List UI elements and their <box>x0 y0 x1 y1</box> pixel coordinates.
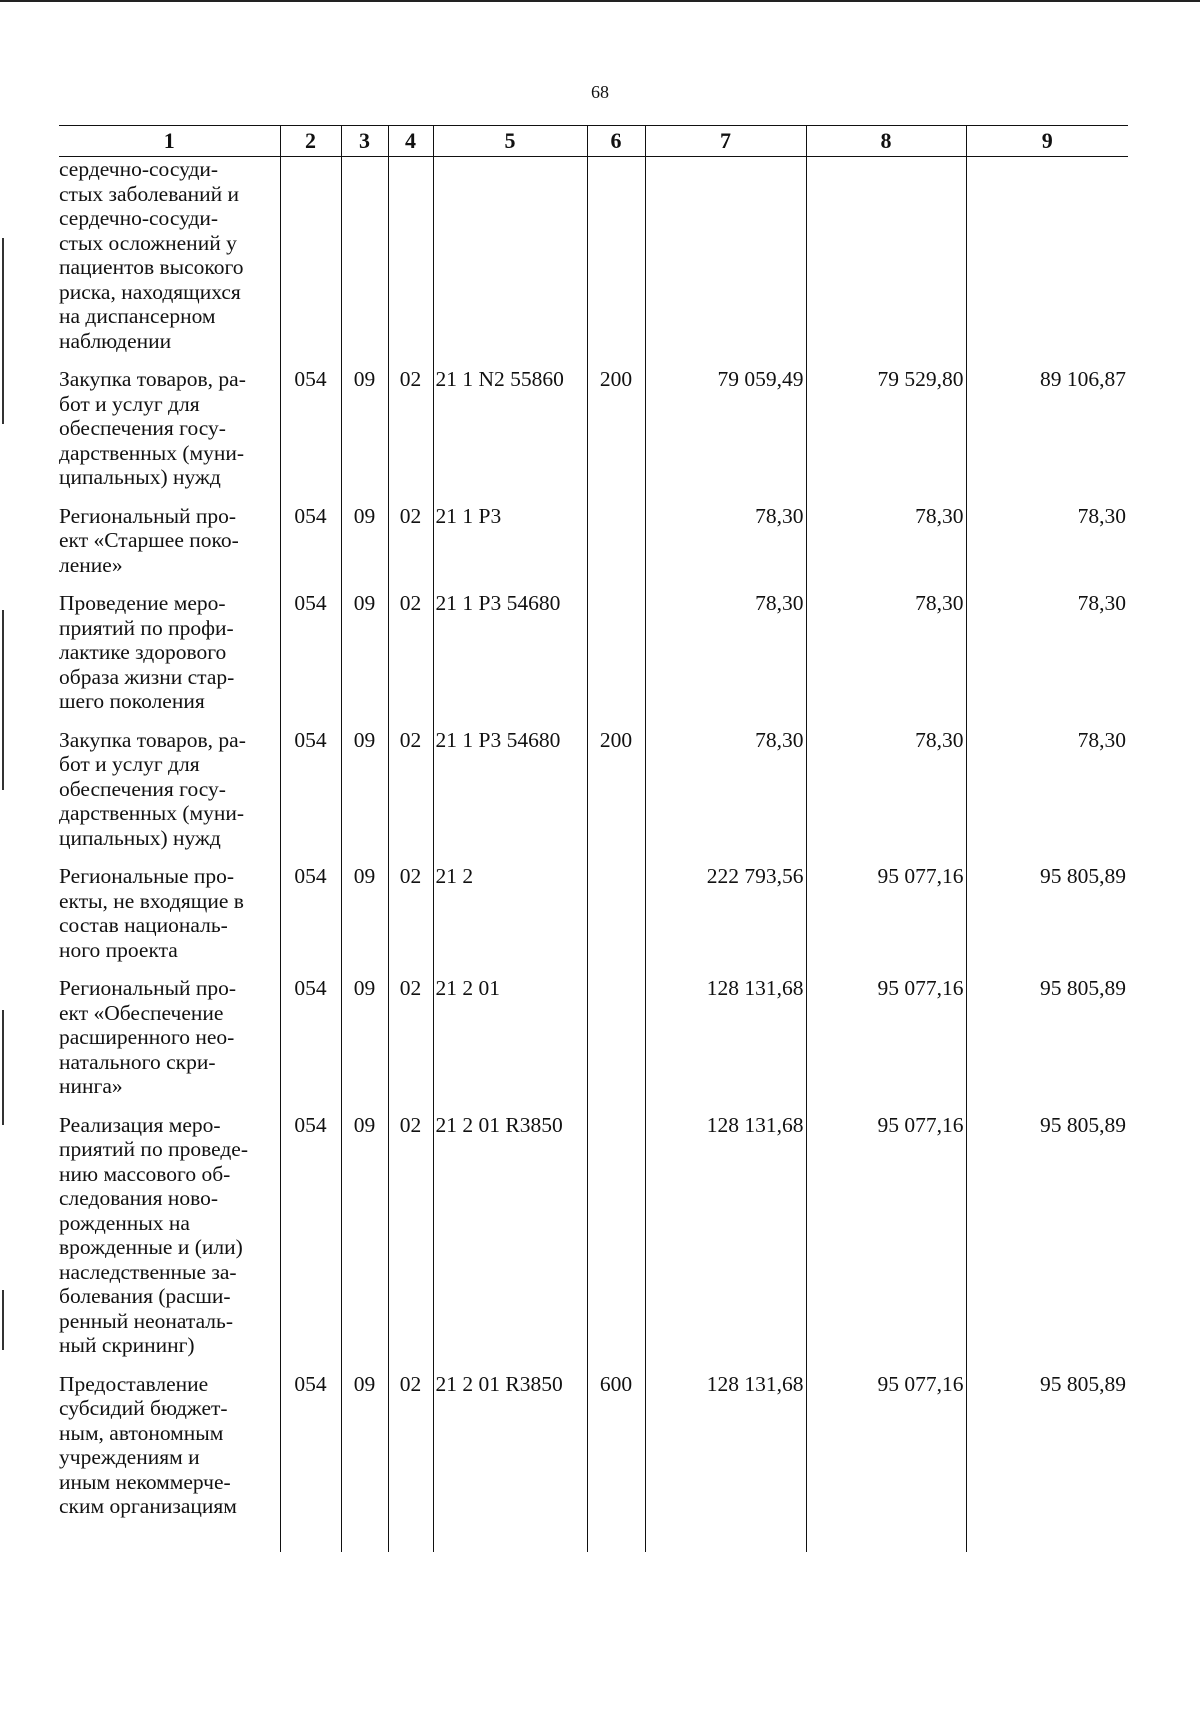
description-line: нию массового об- <box>59 1161 231 1186</box>
description-line: обеспечения госу- <box>59 416 226 440</box>
description-line: ским организациям <box>59 1494 237 1518</box>
table-row <box>59 1372 1128 1552</box>
amount-col-8: 95 077,16 <box>806 1372 966 1552</box>
amount-col-7: 128 131,68 <box>645 1113 806 1372</box>
expense-type-code <box>587 1113 645 1372</box>
header-col-8: 8 <box>806 126 966 157</box>
description-line: бот и услуг для <box>59 391 200 416</box>
ministry-code: 054 <box>280 728 341 865</box>
ministry-code: 054 <box>280 864 341 976</box>
row-description <box>59 591 280 728</box>
description-line: Предоставление <box>59 1371 209 1396</box>
subsection-code: 02 <box>388 728 433 865</box>
subsection-code: 02 <box>388 976 433 1113</box>
row-description <box>59 1372 280 1552</box>
target-article-code: 21 1 Р3 <box>433 504 587 592</box>
expense-type-code <box>587 976 645 1113</box>
amount-col-9: 95 805,89 <box>966 864 1128 976</box>
ministry-code: 054 <box>280 976 341 1113</box>
amount-col-9: 95 805,89 <box>966 1372 1128 1552</box>
table-row <box>59 1113 1128 1372</box>
amount-col-7: 78,30 <box>645 504 806 592</box>
description-line: наследственные за- <box>59 1259 237 1284</box>
amount-col-9: 89 106,87 <box>966 367 1128 504</box>
subsection-code: 02 <box>388 1372 433 1552</box>
section-code: 09 <box>341 504 388 592</box>
header-col-6: 6 <box>587 126 645 157</box>
section-code: 09 <box>341 1372 388 1552</box>
amount-col-9: 78,30 <box>966 504 1128 592</box>
header-col-4: 4 <box>388 126 433 157</box>
expense-type-code <box>587 504 645 592</box>
ministry-code: 054 <box>280 504 341 592</box>
description-line: Закупка товаров, ра- <box>59 727 246 752</box>
amount-col-9: 95 805,89 <box>966 1113 1128 1372</box>
description-line: нинга» <box>59 1074 123 1098</box>
target-article-code: 21 1 Р3 54680 <box>433 728 587 865</box>
subsection-code: 02 <box>388 504 433 592</box>
description-line: субсидий бюджет- <box>59 1396 228 1420</box>
description-line: натального скри- <box>59 1049 216 1074</box>
description-line: врожденные и (или) <box>59 1235 243 1259</box>
target-article-code: 21 2 01 <box>433 976 587 1113</box>
description-line: иным некоммерче- <box>59 1469 231 1494</box>
amount-col-7: 128 131,68 <box>645 976 806 1113</box>
amount-col-8: 78,30 <box>806 591 966 728</box>
amount-col-9: 78,30 <box>966 591 1128 728</box>
scan-edge-mark <box>2 238 4 424</box>
row-description <box>59 728 280 865</box>
description-line: сердечно-сосуди- <box>59 157 219 181</box>
description-line: приятий по проведе- <box>59 1137 248 1161</box>
table-row <box>59 728 1128 865</box>
target-article-code <box>433 157 587 368</box>
target-article-code: 21 2 <box>433 864 587 976</box>
row-description <box>59 367 280 504</box>
description-line: лактике здорового <box>59 640 227 664</box>
header-col-1: 1 <box>59 126 280 157</box>
description-line: ренный неонаталь- <box>59 1308 234 1333</box>
header-col-7: 7 <box>645 126 806 157</box>
table-body <box>59 157 1128 1552</box>
row-description <box>59 504 280 592</box>
description-line: стых осложнений у <box>59 230 237 255</box>
description-line: ный скрининг) <box>59 1333 195 1357</box>
description-line: учреждениям и <box>59 1445 200 1469</box>
description-line: Реализация меро- <box>59 1112 221 1137</box>
description-line: екты, не входящие в <box>59 888 244 913</box>
description-line: рожденных на <box>59 1210 190 1235</box>
subsection-code: 02 <box>388 864 433 976</box>
target-article-code: 21 1 N2 55860 <box>433 367 587 504</box>
ministry-code: 054 <box>280 591 341 728</box>
amount-col-8: 78,30 <box>806 728 966 865</box>
amount-col-8: 78,30 <box>806 504 966 592</box>
description-line: образа жизни стар- <box>59 664 235 689</box>
description-line: ципальных) нужд <box>59 825 221 850</box>
section-code <box>341 157 388 368</box>
description-line: риска, находящихся <box>59 279 241 304</box>
page-number: 68 <box>591 82 609 102</box>
section-code: 09 <box>341 591 388 728</box>
table-header <box>59 126 1128 157</box>
description-line: на диспансерном <box>59 304 216 328</box>
amount-col-8 <box>806 157 966 368</box>
subsection-code <box>388 157 433 368</box>
subsection-code: 02 <box>388 1113 433 1372</box>
expense-type-code: 200 <box>587 367 645 504</box>
description-line: ципальных) нужд <box>59 465 221 489</box>
ministry-code <box>280 157 341 368</box>
expense-type-code: 600 <box>587 1372 645 1552</box>
header-row <box>59 126 1128 157</box>
description-line: ного проекта <box>59 937 178 962</box>
ministry-code: 054 <box>280 1372 341 1552</box>
top-rule <box>0 0 1200 2</box>
amount-col-7: 128 131,68 <box>645 1372 806 1552</box>
description-line: наблюдении <box>59 328 172 353</box>
description-line: сердечно-сосуди- <box>59 206 219 230</box>
description-line: ект «Обеспечение <box>59 1000 224 1025</box>
description-line: шего поколения <box>59 689 205 713</box>
row-description <box>59 1113 280 1372</box>
expense-type-code <box>587 157 645 368</box>
expense-type-code <box>587 591 645 728</box>
expense-type-code: 200 <box>587 728 645 865</box>
table-row <box>59 976 1128 1113</box>
amount-col-9: 78,30 <box>966 728 1128 865</box>
description-line: состав националь- <box>59 913 228 937</box>
table-row <box>59 504 1128 592</box>
description-line: Закупка товаров, ра- <box>59 367 246 391</box>
section-code: 09 <box>341 976 388 1113</box>
description-line: ект «Старшее поко- <box>59 528 239 552</box>
scan-edge-mark <box>2 610 4 790</box>
description-line: пациентов высокого <box>59 255 244 279</box>
description-line: дарственных (муни- <box>59 801 245 825</box>
section-code: 09 <box>341 864 388 976</box>
table-row <box>59 157 1128 368</box>
amount-col-9: 95 805,89 <box>966 976 1128 1113</box>
header-col-2: 2 <box>280 126 341 157</box>
section-code: 09 <box>341 1113 388 1372</box>
subsection-code: 02 <box>388 367 433 504</box>
description-line: следования ново- <box>59 1186 219 1210</box>
ministry-code: 054 <box>280 1113 341 1372</box>
description-line: стых заболеваний и <box>59 181 240 206</box>
section-code: 09 <box>341 728 388 865</box>
amount-col-7: 78,30 <box>645 591 806 728</box>
description-line: Региональный про- <box>59 503 237 528</box>
row-description <box>59 157 280 368</box>
subsection-code: 02 <box>388 591 433 728</box>
description-line: приятий по профи- <box>59 615 234 640</box>
budget-table <box>59 125 1128 1552</box>
scan-edge-mark <box>2 1010 4 1125</box>
target-article-code: 21 1 Р3 54680 <box>433 591 587 728</box>
amount-col-8: 79 529,80 <box>806 367 966 504</box>
description-line: дарственных (муни- <box>59 440 245 465</box>
header-col-9: 9 <box>966 126 1128 157</box>
description-line: обеспечения госу- <box>59 776 226 801</box>
scan-edge-mark <box>2 1290 4 1350</box>
amount-col-8: 95 077,16 <box>806 864 966 976</box>
table-row <box>59 367 1128 504</box>
description-line: Региональный про- <box>59 976 237 1000</box>
row-description <box>59 976 280 1113</box>
target-article-code: 21 2 01 R3850 <box>433 1372 587 1552</box>
amount-col-8: 95 077,16 <box>806 976 966 1113</box>
table-row <box>59 591 1128 728</box>
row-description <box>59 864 280 976</box>
description-line: болевания (расши- <box>59 1284 231 1308</box>
amount-col-7: 222 793,56 <box>645 864 806 976</box>
expense-type-code <box>587 864 645 976</box>
description-line: Региональные про- <box>59 864 235 888</box>
section-code: 09 <box>341 367 388 504</box>
ministry-code: 054 <box>280 367 341 504</box>
description-line: Проведение меро- <box>59 591 226 615</box>
amount-col-9 <box>966 157 1128 368</box>
description-line: бот и услуг для <box>59 752 200 776</box>
table-row <box>59 864 1128 976</box>
description-line: расширенного нео- <box>59 1025 235 1049</box>
target-article-code: 21 2 01 R3850 <box>433 1113 587 1372</box>
header-col-5: 5 <box>433 126 587 157</box>
amount-col-8: 95 077,16 <box>806 1113 966 1372</box>
description-line: ление» <box>59 552 123 577</box>
header-col-3: 3 <box>341 126 388 157</box>
description-line: ным, автономным <box>59 1420 224 1445</box>
amount-col-7: 78,30 <box>645 728 806 865</box>
amount-col-7: 79 059,49 <box>645 367 806 504</box>
amount-col-7 <box>645 157 806 368</box>
